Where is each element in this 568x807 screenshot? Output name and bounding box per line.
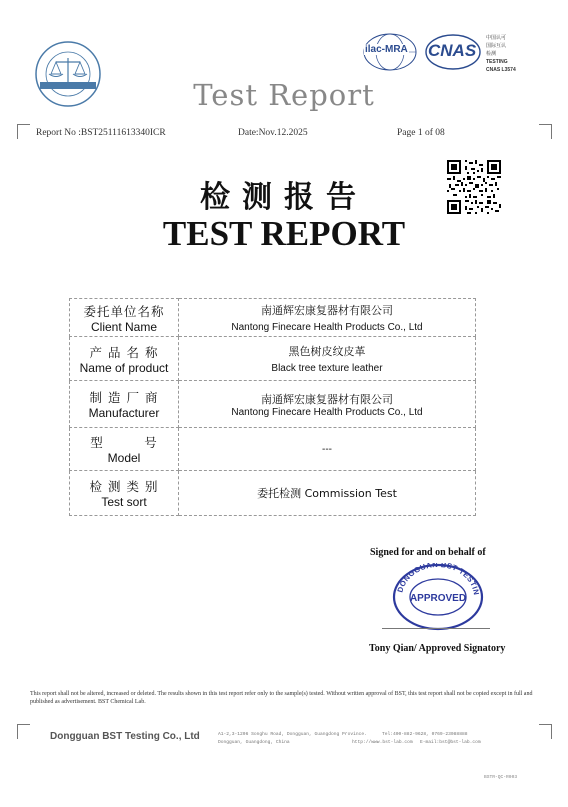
footer-company-name: Dongguan BST Testing Co., Ltd bbox=[50, 731, 200, 742]
row-value bbox=[179, 299, 476, 337]
approved-signatory: Tony Qian/ Approved Signatory bbox=[369, 643, 506, 654]
row-label bbox=[70, 381, 179, 428]
report-info-table bbox=[69, 298, 476, 516]
value-cn: --- bbox=[322, 443, 332, 455]
corner-mark bbox=[539, 124, 552, 139]
footer-address: A1-2,3-1206 Songhu Road, Dongguan, Guangdong Province. bbox=[218, 732, 367, 737]
page-number: Page 1 of 08 bbox=[397, 128, 445, 138]
table-row bbox=[70, 381, 476, 428]
corner-mark bbox=[17, 724, 30, 739]
label-en: Client Name bbox=[90, 319, 158, 334]
label-en: Manufacturer bbox=[88, 406, 160, 420]
report-title-cn: 检测报告 bbox=[200, 180, 368, 215]
signature-line bbox=[382, 628, 490, 629]
row-label bbox=[70, 337, 179, 381]
stamp-center-text: APPROVED bbox=[409, 593, 467, 604]
cnas-text: CNAS bbox=[428, 41, 477, 60]
label-cn: 产 品 名 称 bbox=[89, 344, 159, 360]
row-value bbox=[179, 381, 476, 428]
cnas-caption-line: 国际互认 bbox=[486, 43, 507, 49]
row-value bbox=[179, 471, 476, 516]
ilac-mra-logo bbox=[362, 32, 418, 74]
value-cn: 南通辉宏康复器材有限公司 bbox=[261, 304, 393, 317]
row-label bbox=[70, 471, 179, 516]
row-label bbox=[70, 428, 179, 471]
approved-stamp bbox=[392, 563, 484, 631]
report-number: Report No :BST25111613340ICR bbox=[36, 128, 166, 138]
value-cn: 委托检测 Commission Test bbox=[257, 487, 397, 500]
stamp-ring-text: DONGGUAN BST TESTIN bbox=[395, 563, 482, 596]
row-value bbox=[179, 428, 476, 471]
table-row bbox=[70, 337, 476, 381]
footer-email: E-mail:bst@bst-lab.com bbox=[420, 740, 481, 745]
table-row bbox=[70, 299, 476, 337]
signed-for-text: Signed for and on behalf of bbox=[370, 547, 486, 558]
footer-website: http://www.bst-lab.com bbox=[352, 740, 413, 745]
cnas-caption-line: 检测 bbox=[486, 51, 497, 57]
cnas-caption-code: CNAS L3574 bbox=[486, 67, 516, 73]
row-label bbox=[70, 299, 179, 337]
ilac-mra-text: ilac-MRA bbox=[365, 44, 408, 55]
label-en: Name of product bbox=[79, 360, 169, 375]
footer-telephone: Tel:400-882-9628, 0769-23088888 bbox=[382, 732, 468, 737]
disclaimer-text: This report shall not be altered, increased or deleted. The results shown in this test report refer only to the sample(s) tested. Without written approval of BST, this test report shall not be copied except in full and published as advertisement. BST Chemical Lab. bbox=[30, 691, 533, 705]
value-en: Black tree texture leather bbox=[271, 363, 383, 374]
value-cn: 南通辉宏康复器材有限公司 bbox=[261, 392, 393, 406]
label-en: Test sort bbox=[101, 495, 147, 509]
form-code: BSTR-QC-R003 bbox=[484, 775, 518, 780]
footer-address-city: Dongguan, Guangdong, China bbox=[218, 740, 290, 745]
label-en: Model bbox=[107, 451, 141, 465]
cnas-caption bbox=[486, 34, 516, 74]
cnas-logo bbox=[424, 32, 482, 72]
label-cn: 制 造 厂 商 bbox=[89, 390, 159, 405]
corner-mark bbox=[17, 124, 30, 139]
row-value bbox=[179, 337, 476, 381]
label-cn: 检 测 类 别 bbox=[89, 479, 159, 494]
corner-mark bbox=[539, 724, 552, 739]
table-row bbox=[70, 471, 476, 516]
value-en: Nantong Finecare Health Products Co., Ltd bbox=[231, 322, 423, 333]
value-cn: 黑色树皮纹皮革 bbox=[288, 345, 366, 358]
label-cn: 型 号 bbox=[90, 435, 158, 450]
label-cn: 委托单位名称 bbox=[83, 303, 165, 319]
report-title-en: TEST REPORT bbox=[162, 214, 406, 253]
cnas-caption-line: 中国认可 bbox=[486, 35, 507, 41]
table-row bbox=[70, 428, 476, 471]
header-title: Test Report bbox=[193, 78, 375, 112]
value-en: Nantong Finecare Health Products Co., Ltd bbox=[231, 406, 423, 418]
cnas-caption-testing: TESTING bbox=[486, 59, 508, 65]
report-date: Date:Nov.12.2025 bbox=[238, 128, 308, 138]
